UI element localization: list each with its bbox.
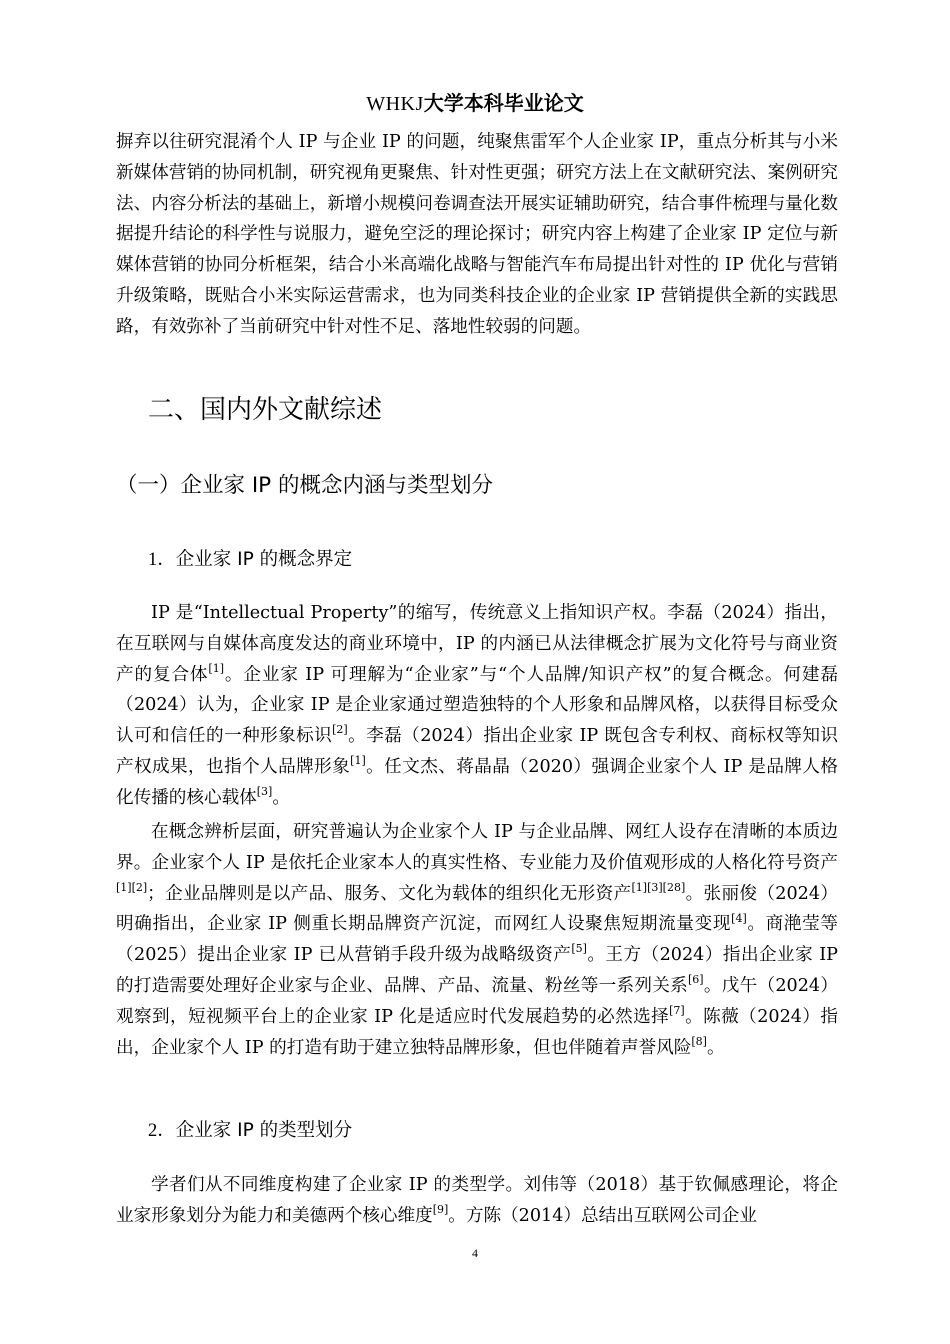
- heading-text: 企业家 IP 的概念界定: [175, 549, 353, 570]
- subsection-heading: （一）企业家 IP 的概念内涵与类型划分: [116, 473, 493, 498]
- citation: [1][2]: [116, 880, 148, 894]
- running-header: [0, 90, 950, 117]
- paragraph-concept-distinction: [116, 817, 838, 1063]
- paragraph-intro-end: [116, 127, 838, 343]
- paragraph-type-classification: [116, 1170, 838, 1232]
- header-prefix: WHKJ: [366, 93, 424, 115]
- citation: [5]: [571, 942, 587, 956]
- page-number: 4: [472, 1246, 478, 1260]
- paragraph-text: 。任文杰、蒋晶晶（2020）强调企业家个人 IP 是品牌人格化传播的核心载体: [116, 756, 838, 808]
- citation: [8]: [691, 1034, 707, 1048]
- citation: [1]: [350, 754, 366, 768]
- paragraph-text: IP 是“Intellectual Property”的缩写，传统意义上指知识产权。李磊（2024）指出，在互联网与自媒体高度发达的商业环境中，IP 的内涵已从法律概念扩展为文化符号与商业资产的复合体: [116, 603, 838, 685]
- citation: [6]: [687, 973, 704, 987]
- heading-text: 企业家 IP 的类型划分: [175, 1120, 353, 1141]
- citation: [7]: [669, 1003, 685, 1017]
- paragraph-text: 。张丽俊（2024）明确指出，企业家 IP 侧重长期品牌资产沉淀，而网红人设聚焦短期流量变现: [116, 883, 838, 935]
- paragraph-text: 摒弃以往研究混淆个人 IP 与企业 IP 的问题，纯聚焦雷军个人企业家 IP，重点分析其与小米新媒体营销的协同机制，研究视角更聚焦、针对性更强；研究方法上在文献研究法、案例研究法、内容分析法的基础上，新增小规模问卷调查法开展实证辅助研究，结合事件梳理与量化数据提升结论的科学性与说服力，避免空泛的理论探讨；研究内容上构建了企业家 IP 定位与新媒体营销的协同分析框架，结合小米高端化战略与智能汽车布局提出针对性的 IP 优化与营销升级策略，既贴合小米实际运营需求，也为同类科技企业的企业家 IP 营销提供全新的实践思路，有效弥补了当前研究中针对性不足、落地性较弱的问题。: [116, 132, 838, 337]
- paragraph-text: 在概念辨析层面，研究普遍认为企业家个人 IP 与企业品牌、网红人设存在清晰的本质边界。企业家个人 IP 是依托企业家本人的真实性格、专业能力及价值观形成的人格化符号资产: [116, 822, 838, 873]
- paragraph-text: 。方陈（2014）总结出互联网公司企业: [448, 1205, 757, 1226]
- citation: [2]: [332, 723, 348, 737]
- citation: [1]: [208, 661, 224, 675]
- heading-number: 1．: [148, 550, 176, 570]
- citation: [1][3][28]: [631, 880, 686, 894]
- paragraph-text: 学者们从不同维度构建了企业家 IP 的类型学。刘伟等（2018）基于钦佩感理论，将企业家形象划分为能力和美德两个核心维度: [116, 1175, 838, 1226]
- paragraph-concept-definition: [116, 598, 838, 814]
- citation: [9]: [432, 1202, 449, 1216]
- heading-number: 2．: [148, 1121, 176, 1141]
- paragraph-text: 。王方（2024）指出企业家 IP 的打造需要处理好企业家与企业、品牌、产品、流量、粉丝等一系列关系: [116, 945, 839, 996]
- paragraph-text: 。陈薇（2024）指出，企业家个人 IP 的打造有助于建立独特品牌形象，但也伴随着声誉风险: [116, 1006, 838, 1058]
- citation: [3]: [256, 784, 273, 798]
- paragraph-text: 。李磊（2024）指出企业家 IP 既包含专利权、商标权等知识产权成果，也指个人品牌形象: [116, 726, 838, 777]
- paragraph-text: 。商滟莹等（2025）提出企业家 IP 已从营销手段升级为战略级资产: [116, 914, 838, 966]
- paragraph-text: 。戊午（2024）观察到，短视频平台上的企业家 IP 化是适应时代发展趋势的必然选择: [116, 975, 838, 1027]
- paragraph-text: 。: [706, 1037, 725, 1058]
- section-heading: 二、国内外文献综述: [148, 395, 383, 425]
- citation: [4]: [731, 911, 747, 925]
- paragraph-text: 。: [272, 787, 290, 808]
- subsubsection-heading-2: [148, 1115, 352, 1147]
- header-title: 大学本科毕业论文: [423, 91, 584, 115]
- paragraph-text: 。企业家 IP 可理解为“企业家”与“个人品牌/知识产权”的复合概念。何建磊（2024）认为，企业家 IP 是企业家通过塑造独特的个人形象和品牌风格，以获得目标受众认可和信任的一种形象标识: [116, 664, 838, 747]
- subsubsection-heading-1: [148, 544, 352, 576]
- paragraph-text: ；企业品牌则是以产品、服务、文化为载体的组织化无形资产: [147, 883, 632, 904]
